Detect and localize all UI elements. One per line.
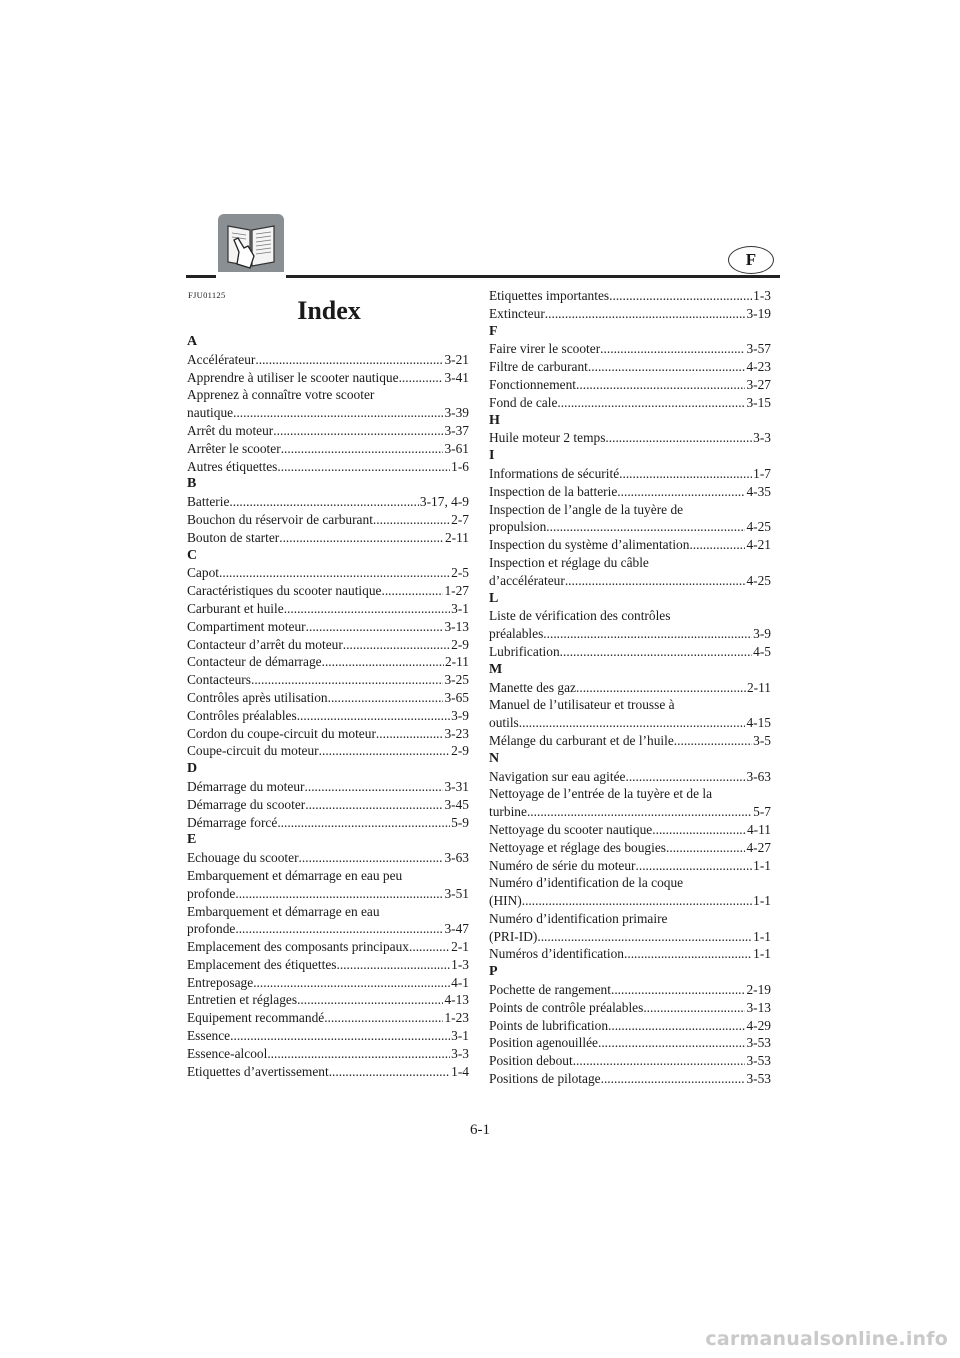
index-entry-page: 4-21 bbox=[746, 537, 771, 553]
index-entry-page: 4-27 bbox=[746, 839, 771, 855]
dot-leader bbox=[643, 999, 745, 1017]
dot-leader bbox=[324, 1009, 443, 1027]
dot-leader bbox=[322, 653, 444, 671]
index-entry-text: Mélange du carburant et de l’huile bbox=[489, 732, 674, 748]
index-entry-text: préalables bbox=[489, 626, 544, 642]
dot-leader bbox=[297, 991, 443, 1009]
index-entry bbox=[187, 849, 469, 867]
dot-leader bbox=[343, 636, 450, 654]
index-entry-page: 1-1 bbox=[753, 893, 771, 909]
index-entry bbox=[489, 376, 771, 394]
index-entry-text: Equipement recommandé bbox=[187, 1010, 325, 1026]
index-entry-page: 3-41 bbox=[444, 369, 469, 385]
index-entry-text: Démarrage du moteur bbox=[187, 778, 305, 794]
index-letter: I bbox=[489, 448, 495, 464]
index-entry bbox=[187, 351, 469, 369]
index-entry-page: 3-51 bbox=[444, 885, 469, 901]
page-number: 6-1 bbox=[470, 1122, 490, 1138]
index-entry bbox=[489, 429, 771, 447]
index-entry-line: Manuel de l’utilisateur et trousse à bbox=[489, 697, 675, 713]
index-entry bbox=[187, 422, 469, 440]
dot-leader bbox=[267, 1045, 450, 1063]
index-entry bbox=[187, 493, 469, 511]
index-entry bbox=[187, 778, 469, 796]
dot-leader bbox=[576, 679, 746, 697]
dot-leader bbox=[608, 1017, 745, 1035]
index-entry bbox=[489, 465, 771, 483]
index-entry bbox=[187, 814, 469, 832]
index-entry-text: Contrôles après utilisation bbox=[187, 689, 328, 705]
index-entry-text: Points de contrôle préalables bbox=[489, 999, 644, 1015]
index-entry-page: 3-39 bbox=[444, 405, 469, 421]
index-entry-text: Arrêter le scooter bbox=[187, 440, 281, 456]
dot-leader bbox=[565, 572, 746, 590]
index-entry-text: Numéro de série du moteur bbox=[489, 857, 636, 873]
index-entry bbox=[187, 440, 469, 458]
index-entry-text: Extincteur bbox=[489, 305, 545, 321]
index-entry-line: Liste de vérification des contrôles bbox=[489, 608, 671, 624]
index-entry-page: 1-3 bbox=[451, 956, 469, 972]
index-entry-text: Inspection du système d’alimentation bbox=[489, 537, 690, 553]
index-entry bbox=[489, 1070, 771, 1088]
index-entry bbox=[489, 643, 771, 661]
index-entry-page: 3-13 bbox=[444, 618, 469, 634]
dot-leader bbox=[253, 974, 450, 992]
index-entry-text: Cordon du coupe-circuit du moteur bbox=[187, 725, 376, 741]
index-entry-text: Coupe-circuit du moteur bbox=[187, 743, 319, 759]
index-entry-text: Position debout bbox=[489, 1053, 573, 1069]
index-entry-text: Carburant et huile bbox=[187, 600, 284, 616]
index-entry-page: 1-23 bbox=[444, 1010, 469, 1026]
dot-leader bbox=[219, 564, 450, 582]
dot-leader bbox=[305, 796, 443, 814]
index-entry-page: 4-25 bbox=[746, 519, 771, 535]
index-entry-page: 4-15 bbox=[746, 715, 771, 731]
index-entry bbox=[489, 518, 771, 536]
index-entry-page: 5-9 bbox=[451, 814, 469, 830]
index-entry bbox=[187, 1063, 469, 1081]
index-entry-page: 2-7 bbox=[451, 511, 469, 527]
dot-leader bbox=[666, 839, 745, 857]
index-entry-text: (PRI-ID) bbox=[489, 928, 538, 944]
dot-leader bbox=[279, 529, 444, 547]
index-entry bbox=[187, 689, 469, 707]
dot-leader bbox=[255, 351, 443, 369]
dot-leader bbox=[619, 465, 752, 483]
index-entry bbox=[489, 679, 771, 697]
index-entry-line: Nettoyage de l’entrée de la tuyère et de la bbox=[489, 786, 713, 802]
index-entry-page: 4-29 bbox=[746, 1017, 771, 1033]
dot-leader bbox=[636, 857, 753, 875]
index-entry bbox=[187, 511, 469, 529]
index-entry-text: Contrôles préalables bbox=[187, 707, 297, 723]
index-entry bbox=[489, 394, 771, 412]
index-entry bbox=[187, 636, 469, 654]
index-entry bbox=[489, 483, 771, 501]
dot-leader bbox=[598, 1034, 745, 1052]
index-entry-page: 3-3 bbox=[753, 430, 771, 446]
index-entry-page: 4-25 bbox=[746, 572, 771, 588]
index-entry-text: Nettoyage du scooter nautique bbox=[489, 821, 653, 837]
index-entry-text: Essence bbox=[187, 1028, 231, 1044]
index-entry-text: Etiquettes d’avertissement bbox=[187, 1063, 329, 1079]
index-entry-text: Emplacement des composants principaux bbox=[187, 939, 409, 955]
index-entry-page: 3-23 bbox=[444, 725, 469, 741]
index-letter: F bbox=[489, 323, 498, 339]
index-entry-text: Caractéristiques du scooter nautique bbox=[187, 583, 382, 599]
index-entry-text: Pochette de rangement bbox=[489, 982, 611, 998]
index-entry-text: (HIN) bbox=[489, 893, 522, 909]
index-entry-page: 2-9 bbox=[451, 636, 469, 652]
index-entry-page: 4-1 bbox=[451, 974, 469, 990]
header-rule-gap bbox=[216, 272, 286, 280]
index-entry bbox=[187, 742, 469, 760]
dot-leader bbox=[601, 1070, 746, 1088]
index-entry-text: Entretien et réglages bbox=[187, 992, 298, 1008]
index-entry bbox=[489, 999, 771, 1017]
index-entry-text: Lubrification bbox=[489, 643, 560, 659]
dot-leader bbox=[281, 440, 444, 458]
index-entry bbox=[489, 625, 771, 643]
watermark: carmanualsonline.info bbox=[705, 1328, 948, 1350]
dot-leader bbox=[336, 956, 450, 974]
index-entry bbox=[187, 1009, 469, 1027]
index-entry bbox=[489, 981, 771, 999]
index-entry bbox=[489, 768, 771, 786]
dot-leader bbox=[652, 821, 746, 839]
index-entry-page: 1-7 bbox=[753, 465, 771, 481]
index-entry bbox=[489, 839, 771, 857]
index-entry bbox=[187, 564, 469, 582]
index-entry-text: Position agenouillée bbox=[489, 1035, 598, 1051]
index-entry-page: 3-9 bbox=[451, 707, 469, 723]
dot-leader bbox=[306, 618, 444, 636]
index-entry-text: Fonctionnement bbox=[489, 376, 577, 392]
index-entry-text: Contacteurs bbox=[187, 672, 251, 688]
dot-leader bbox=[588, 358, 746, 376]
dot-leader bbox=[373, 511, 450, 529]
index-entry-text: Navigation sur eau agitée bbox=[489, 768, 626, 784]
dot-leader bbox=[381, 582, 443, 600]
index-entry bbox=[187, 920, 469, 938]
index-entry bbox=[187, 671, 469, 689]
index-entry-line: Apprenez à connaître votre scooter bbox=[187, 387, 375, 403]
dot-leader bbox=[611, 981, 745, 999]
index-entry-page: 3-3 bbox=[451, 1045, 469, 1061]
index-entry-page: 4-11 bbox=[746, 821, 771, 837]
index-entry bbox=[489, 803, 771, 821]
dot-leader bbox=[543, 625, 752, 643]
dot-leader bbox=[519, 714, 746, 732]
index-entry-page: 3-1 bbox=[451, 600, 469, 616]
dot-leader bbox=[230, 1027, 450, 1045]
index-entry-page: 3-57 bbox=[746, 341, 771, 357]
index-entry-line: Embarquement et démarrage en eau peu bbox=[187, 867, 403, 883]
index-letter: P bbox=[489, 964, 498, 980]
index-entry-text: Numéros d’identification bbox=[489, 946, 624, 962]
index-entry-page: 3-63 bbox=[746, 768, 771, 784]
index-entry-page: 2-19 bbox=[746, 982, 771, 998]
index-entry-page: 3-17, 4-9 bbox=[419, 494, 469, 510]
index-entry-line: Numéro d’identification de la coque bbox=[489, 875, 684, 891]
index-letter: A bbox=[187, 334, 198, 349]
index-letter: C bbox=[187, 547, 198, 563]
index-entry bbox=[187, 956, 469, 974]
dot-leader bbox=[560, 643, 752, 661]
dot-leader bbox=[399, 369, 444, 387]
index-entry-page: 3-53 bbox=[746, 1053, 771, 1069]
index-letter: M bbox=[489, 661, 503, 677]
index-entry-page: 3-15 bbox=[746, 394, 771, 410]
index-entry-page: 3-65 bbox=[444, 689, 469, 705]
index-entry-page: 2-11 bbox=[444, 654, 469, 670]
index-entry-text: Fond de cale bbox=[489, 394, 558, 410]
index-entry-page: 3-25 bbox=[444, 672, 469, 688]
dot-leader bbox=[328, 689, 444, 707]
dot-leader bbox=[600, 340, 745, 358]
index-entry-page: 1-1 bbox=[753, 946, 771, 962]
dot-leader bbox=[233, 404, 443, 422]
index-entry bbox=[489, 928, 771, 946]
dot-leader bbox=[299, 849, 444, 867]
index-entry bbox=[187, 725, 469, 743]
index-entry bbox=[489, 1017, 771, 1035]
index-entry-page: 3-19 bbox=[746, 305, 771, 321]
index-entry-page: 2-9 bbox=[451, 743, 469, 759]
index-entry bbox=[187, 974, 469, 992]
index-entry-line: Numéro d’identification primaire bbox=[489, 910, 668, 926]
index-entry bbox=[489, 1034, 771, 1052]
index-entry-text: Essence-alcool bbox=[187, 1045, 268, 1061]
dot-leader bbox=[624, 945, 752, 963]
index-entry-page: 1-3 bbox=[753, 288, 771, 303]
dot-leader bbox=[689, 536, 745, 554]
index-entry bbox=[187, 1045, 469, 1063]
index-entry-text: turbine bbox=[489, 804, 527, 820]
dot-leader bbox=[305, 778, 444, 796]
index-entry bbox=[489, 945, 771, 963]
index-entry-page: 4-23 bbox=[746, 359, 771, 375]
index-entry-text: Autres étiquettes bbox=[187, 458, 278, 474]
dot-leader bbox=[329, 1063, 450, 1081]
index-entry bbox=[187, 458, 469, 476]
index-entry-text: Manette des gaz bbox=[489, 679, 576, 695]
dot-leader bbox=[277, 458, 450, 476]
index-entry bbox=[187, 938, 469, 956]
dot-leader bbox=[674, 732, 752, 750]
index-column-right bbox=[489, 287, 771, 1088]
index-entry bbox=[187, 796, 469, 814]
index-entry-text: Compartiment moteur bbox=[187, 618, 306, 634]
index-entry-text: Capot bbox=[187, 565, 219, 581]
index-entry-text: Contacteur d’arrêt du moteur bbox=[187, 636, 343, 652]
index-entry-page: 1-27 bbox=[444, 583, 469, 599]
index-entry-text: Entreposage bbox=[187, 974, 254, 990]
index-letter: E bbox=[187, 832, 197, 848]
index-entry-text: Démarrage du scooter bbox=[187, 796, 306, 812]
dot-leader bbox=[319, 742, 451, 760]
dot-leader bbox=[297, 707, 450, 725]
index-entry bbox=[489, 892, 771, 910]
index-entry-page: 1-1 bbox=[753, 857, 771, 873]
dot-leader bbox=[617, 483, 745, 501]
index-entry-text: Nettoyage et réglage des bougies bbox=[489, 839, 666, 855]
index-entry bbox=[187, 582, 469, 600]
index-entry-page: 3-9 bbox=[753, 626, 771, 642]
dot-leader bbox=[251, 671, 443, 689]
index-entry bbox=[489, 1052, 771, 1070]
language-badge: F bbox=[728, 246, 774, 274]
index-entry-text: nautique bbox=[187, 405, 234, 421]
index-entry-text: Etiquettes importantes bbox=[489, 288, 610, 303]
index-entry bbox=[187, 529, 469, 547]
index-letter: B bbox=[187, 476, 197, 492]
index-entry bbox=[187, 369, 469, 387]
section-code: FJU01125 bbox=[188, 290, 226, 300]
index-entry-text: Faire virer le scooter bbox=[489, 341, 601, 357]
index-entry bbox=[489, 714, 771, 732]
index-entry-page: 3-53 bbox=[746, 1071, 771, 1087]
index-entry bbox=[489, 857, 771, 875]
dot-leader bbox=[609, 287, 752, 305]
index-entry-text: Accélérateur bbox=[187, 351, 256, 367]
dot-leader bbox=[576, 376, 745, 394]
index-entry bbox=[187, 1027, 469, 1045]
dot-leader bbox=[235, 920, 443, 938]
index-entry-page: 3-47 bbox=[444, 921, 469, 937]
index-entry-page: 3-5 bbox=[753, 732, 771, 748]
index-entry bbox=[489, 358, 771, 376]
index-entry-page: 3-45 bbox=[444, 796, 469, 812]
dot-leader bbox=[545, 305, 746, 323]
index-entry-text: Apprendre à utiliser le scooter nautique bbox=[187, 369, 399, 385]
index-entry bbox=[489, 732, 771, 750]
dot-leader bbox=[284, 600, 450, 618]
dot-leader bbox=[625, 768, 745, 786]
index-entry-page: 4-5 bbox=[753, 643, 771, 659]
index-entry bbox=[489, 821, 771, 839]
dot-leader bbox=[537, 928, 752, 946]
index-entry-text: profonde bbox=[187, 921, 236, 937]
index-entry-page: 3-37 bbox=[444, 422, 469, 438]
index-entry-page: 4-35 bbox=[746, 483, 771, 499]
index-entry-text: Bouchon du réservoir de carburant bbox=[187, 511, 373, 527]
index-entry-page: 2-5 bbox=[451, 565, 469, 581]
index-entry-page: 3-1 bbox=[451, 1028, 469, 1044]
dot-leader bbox=[557, 394, 745, 412]
dot-leader bbox=[546, 518, 745, 536]
index-entry bbox=[187, 404, 469, 422]
index-entry-page: 3-63 bbox=[444, 850, 469, 866]
index-entry-text: Echouage du scooter bbox=[187, 850, 299, 866]
index-letter: H bbox=[489, 412, 500, 428]
index-entry-page: 2-11 bbox=[444, 529, 469, 545]
index-entry bbox=[489, 536, 771, 554]
index-entry-line: Inspection et réglage du câble bbox=[489, 554, 649, 570]
index-entry-page: 1-1 bbox=[753, 928, 771, 944]
index-entry-page: 3-27 bbox=[746, 376, 771, 392]
dot-leader bbox=[229, 493, 419, 511]
index-entry bbox=[187, 653, 469, 671]
index-entry bbox=[187, 618, 469, 636]
dot-leader bbox=[277, 814, 450, 832]
index-entry-page: 3-61 bbox=[444, 440, 469, 456]
dot-leader bbox=[605, 429, 752, 447]
index-entry-line: Embarquement et démarrage en eau bbox=[187, 903, 380, 919]
dot-leader bbox=[376, 725, 444, 743]
dot-leader bbox=[522, 892, 752, 910]
index-letter: N bbox=[489, 750, 500, 766]
index-entry-page: 3-53 bbox=[746, 1035, 771, 1051]
manual-book-hand-icon bbox=[218, 214, 284, 277]
index-entry-page: 5-7 bbox=[753, 804, 771, 820]
index-entry-text: Contacteur de démarrage bbox=[187, 654, 322, 670]
index-entry-text: Arrêt du moteur bbox=[187, 422, 274, 438]
index-entry-page: 1-6 bbox=[451, 458, 469, 474]
index-entry-page: 3-31 bbox=[444, 778, 469, 794]
index-entry-page: 4-13 bbox=[444, 992, 469, 1008]
index-entry-page: 2-11 bbox=[746, 679, 771, 695]
index-entry-page: 1-4 bbox=[451, 1063, 469, 1079]
index-entry-text: Positions de pilotage bbox=[489, 1071, 601, 1087]
dot-leader bbox=[273, 422, 443, 440]
index-entry bbox=[489, 340, 771, 358]
index-entry-text: d’accélérateur bbox=[489, 572, 565, 588]
index-letter: D bbox=[187, 761, 198, 777]
index-entry bbox=[187, 707, 469, 725]
index-entry-text: outils bbox=[489, 715, 519, 731]
page-title: Index bbox=[297, 296, 361, 325]
index-entry-text: Informations de sécurité bbox=[489, 465, 620, 481]
index-entry bbox=[187, 600, 469, 618]
index-entry bbox=[187, 991, 469, 1009]
index-entry-text: Batterie bbox=[187, 494, 230, 510]
index-entry-text: Filtre de carburant bbox=[489, 359, 588, 375]
index-entry-text: Inspection de la batterie bbox=[489, 483, 618, 499]
index-entry-text: propulsion bbox=[489, 519, 547, 535]
index-entry-text: Démarrage forcé bbox=[187, 814, 278, 830]
dot-leader bbox=[409, 938, 450, 956]
index-entry-text: Points de lubrification bbox=[489, 1017, 609, 1033]
dot-leader bbox=[527, 803, 752, 821]
index-entry bbox=[187, 885, 469, 903]
index-entry-page: 3-21 bbox=[444, 351, 469, 367]
index-entry bbox=[489, 287, 771, 305]
index-column-left bbox=[187, 333, 469, 1080]
index-entry bbox=[489, 572, 771, 590]
index-entry-page: 2-1 bbox=[451, 939, 469, 955]
index-letter: L bbox=[489, 590, 499, 606]
index-entry-page: 3-13 bbox=[746, 999, 771, 1015]
dot-leader bbox=[235, 885, 443, 903]
index-entry bbox=[489, 305, 771, 323]
index-entry-text: profonde bbox=[187, 885, 236, 901]
index-entry-text: Huile moteur 2 temps bbox=[489, 430, 606, 446]
index-entry-line: Inspection de l’angle de la tuyère de bbox=[489, 501, 684, 517]
index-entry-text: Emplacement des étiquettes bbox=[187, 956, 337, 972]
index-entry-text: Bouton de starter bbox=[187, 529, 280, 545]
dot-leader bbox=[573, 1052, 746, 1070]
